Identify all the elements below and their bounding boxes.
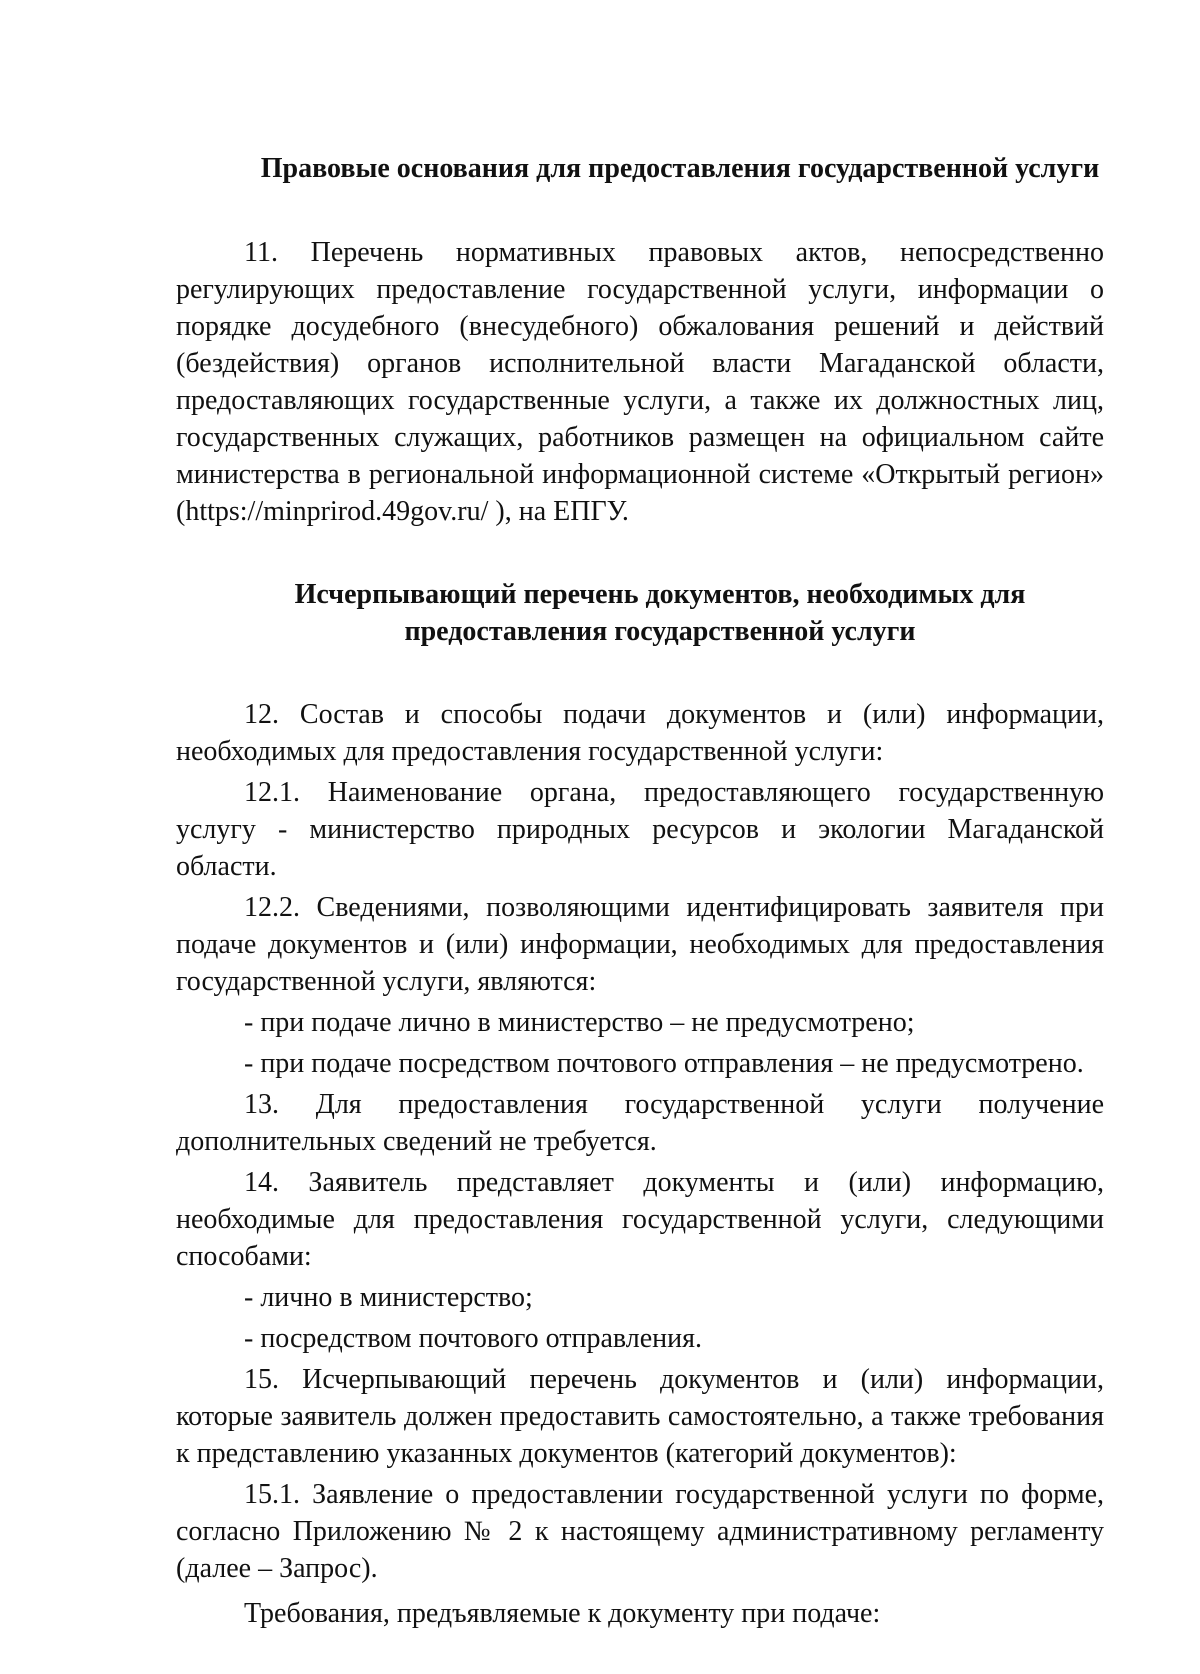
section-heading-documents [176, 576, 1104, 650]
paragraph-14-bullet-1: - лично в министерство; [244, 1282, 533, 1313]
paragraph-12: 12. Состав и способы подачи документов и (или) информации, необходимых для предоставления государственной услуги: [176, 699, 1104, 767]
paragraph-14-bullet-2: - посредством почтового отправления. [244, 1323, 703, 1354]
section-heading-documents-line2: предоставления государственной услуги [404, 616, 916, 647]
paragraph-12-1: 12.1. Наименование органа, предоставляющего государственную услугу - министерство природных ресурсов и экологии Магаданской области. [176, 777, 1104, 882]
section-heading-legal-basis: Правовые основания для предоставления государственной услуги [260, 153, 1100, 184]
paragraph-12-2: 12.2. Сведениями, позволяющими идентифицировать заявителя при подаче документов и (или) информации, необходимых для предоставления государственной услуги, являются: [176, 892, 1104, 997]
paragraph-14: 14. Заявитель представляет документы и (или) информацию, необходимые для предоставления государственной услуги, следующими способами: [176, 1167, 1104, 1272]
paragraph-13: 13. Для предоставления государственной услуги получение дополнительных сведений не требуется. [176, 1089, 1104, 1157]
page-content [176, 150, 1104, 1632]
paragraph-11: 11. Перечень нормативных правовых актов, непосредственно регулирующих предоставление государственной услуги, информации о порядке досудебного (внесудебного) обжалования решений и действий (бездействия) органов исполнительной власти Магаданской области, предоставляющих государственные услуги, а также их должностных лиц, государственных служащих, работников размещен на официальном сайте министерства в региональной информационной системе «Открытый регион» (https://minprirod.49gov.ru/ ), на ЕПГУ. [176, 237, 1104, 527]
section-heading-documents-line1: Исчерпывающий перечень документов, необходимых для [294, 579, 1026, 610]
paragraph-12-2-bullet-2: - при подаче посредством почтового отправления – не предусмотрено. [244, 1048, 1084, 1079]
paragraph-15-1: 15.1. Заявление о предоставлении государственной услуги по форме, согласно Приложению № 2 к настоящему административному регламенту (далее – Запрос). [176, 1479, 1104, 1584]
paragraph-requirements: Требования, предъявляемые к документу при подаче: [244, 1598, 881, 1629]
paragraph-12-2-bullet-1: - при подаче лично в министерство – не предусмотрено; [244, 1007, 915, 1038]
paragraph-15: 15. Исчерпывающий перечень документов и (или) информации, которые заявитель должен предоставить самостоятельно, а также требования к представлению указанных документов (категорий документов): [176, 1364, 1104, 1469]
